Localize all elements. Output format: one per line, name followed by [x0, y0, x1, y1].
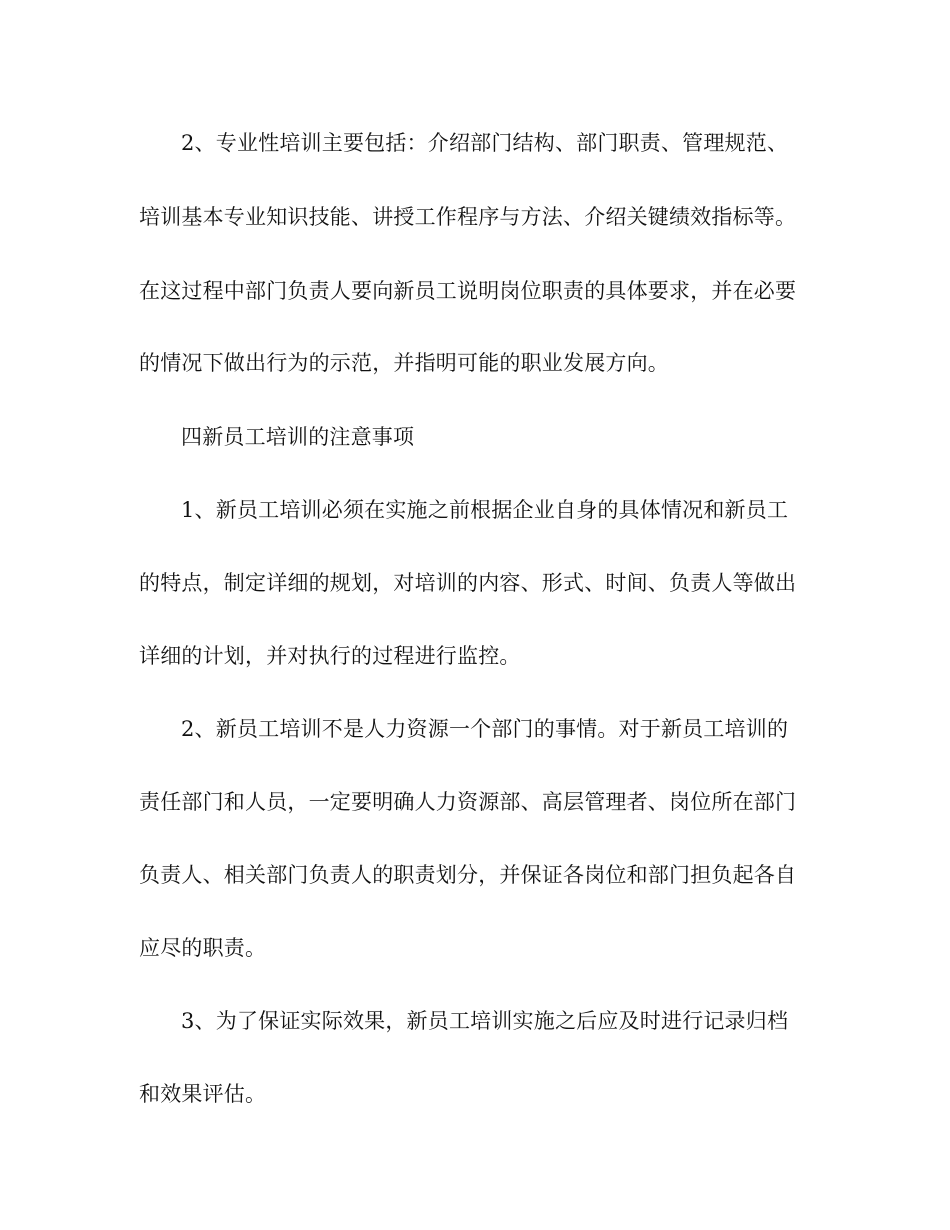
paragraph-line: 责任部门和人员，一定要明确人力资源部、高层管理者、岗位所在部门	[139, 790, 797, 814]
paragraph-line: 培训基本专业知识技能、讲授工作程序与方法、介绍关键绩效指标等。	[139, 205, 797, 229]
section-heading: 四新员工培训的注意事项	[181, 425, 415, 449]
paragraph-line: 在这过程中部门负责人要向新员工说明岗位职责的具体要求，并在必要	[139, 279, 797, 303]
paragraph-line: 3、为了保证实际效果，新员工培训实施之后应及时进行记录归档	[181, 1009, 789, 1033]
paragraph-line: 应尽的职责。	[139, 936, 267, 960]
paragraph-line: 的特点，制定详细的规划，对培训的内容、形式、时间、负责人等做出	[139, 571, 797, 595]
paragraph-line: 负责人、相关部门负责人的职责划分，并保证各岗位和部门担负起各自	[139, 863, 797, 887]
paragraph-line: 1、新员工培训必须在实施之前根据企业自身的具体情况和新员工	[181, 498, 789, 522]
paragraph-line: 和效果评估。	[139, 1082, 267, 1106]
paragraph-line: 2、新员工培训不是人力资源一个部门的事情。对于新员工培训的	[181, 717, 789, 741]
paragraph-line: 的情况下做出行为的示范，并指明可能的职业发展方向。	[139, 351, 669, 375]
paragraph-line: 2、专业性培训主要包括：介绍部门结构、部门职责、管理规范、	[181, 131, 789, 155]
paragraph-line: 详细的计划，并对执行的过程进行监控。	[139, 644, 521, 668]
